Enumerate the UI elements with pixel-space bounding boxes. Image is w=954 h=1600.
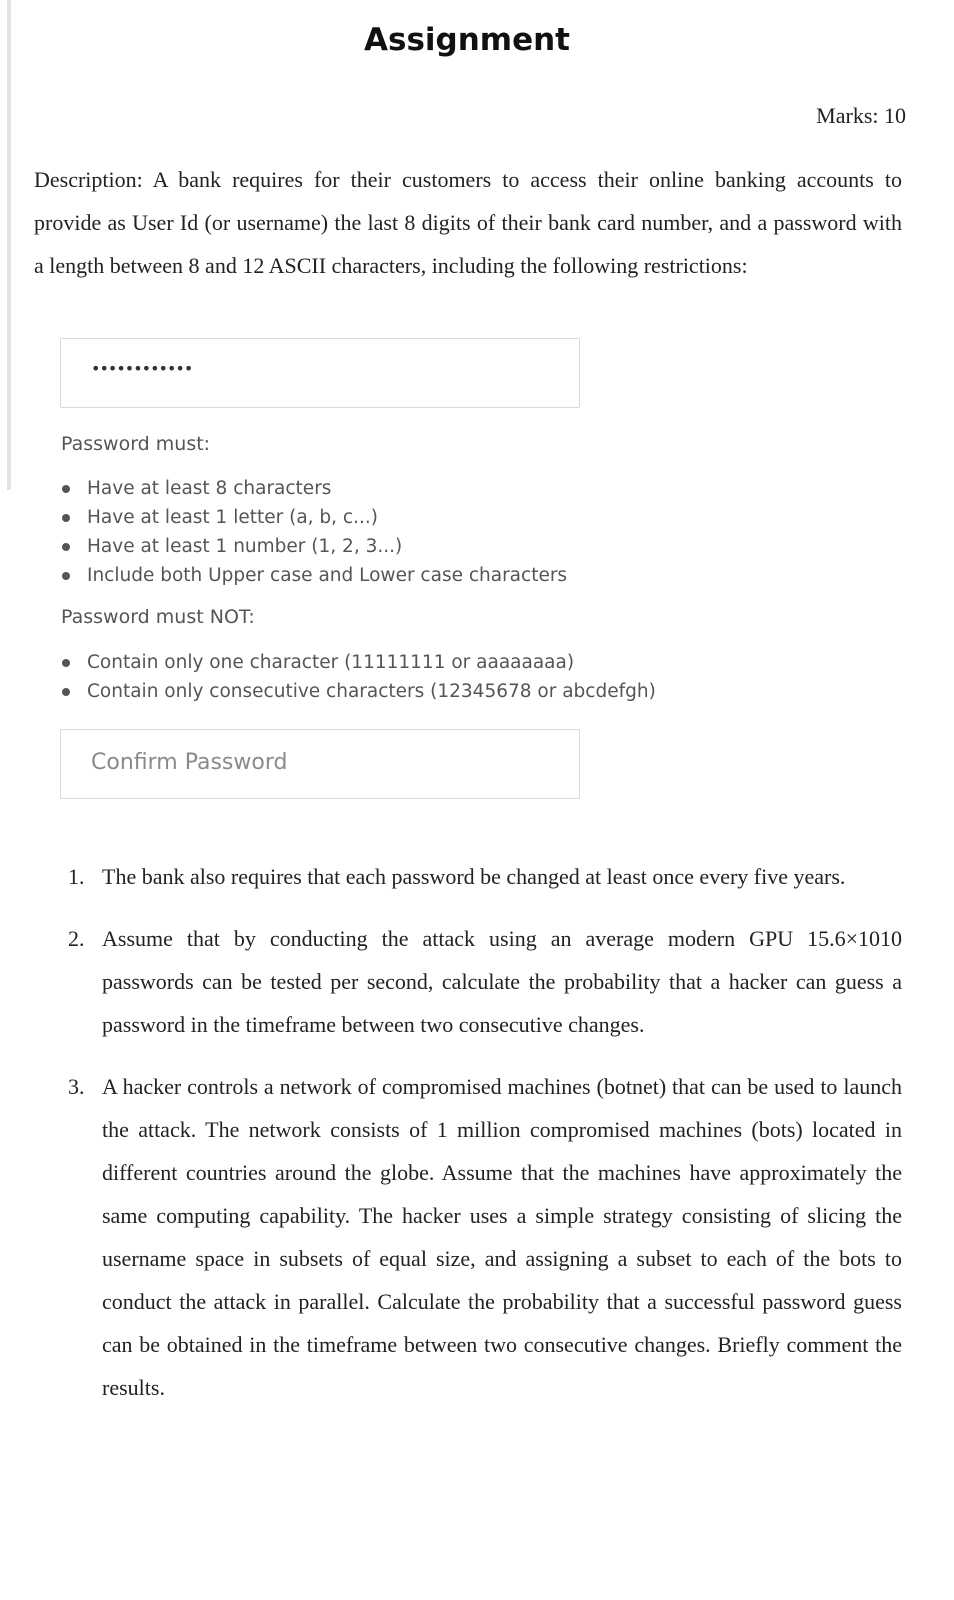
question-number: 2.: [68, 926, 85, 951]
list-item: [60, 679, 656, 708]
confirm-password-input[interactable]: [60, 729, 580, 799]
question-list: [68, 855, 902, 1409]
question-text: The bank also requires that each password be changed at least once every five years.: [102, 864, 846, 889]
password-must-not-heading: Password must NOT:: [61, 606, 255, 628]
bullet-icon: [62, 543, 70, 551]
marks-label: Marks: 10: [816, 103, 906, 128]
question-item: [68, 1065, 902, 1409]
bullet-icon: [62, 572, 70, 580]
bullet-icon: [62, 514, 70, 522]
password-input[interactable]: [60, 338, 580, 408]
rule-text: Have at least 8 characters: [87, 478, 332, 499]
password-must-list: [60, 476, 567, 592]
list-item: [60, 476, 567, 505]
question-text: Assume that by conducting the attack using an average modern GPU 15.6×1010 passwords can be tested per second, calculate the probability that a hacker can guess a password in the timeframe between two consecutive changes.: [102, 926, 902, 1037]
question-item: [68, 917, 902, 1046]
rule-text: Have at least 1 number (1, 2, 3...): [87, 536, 403, 557]
question-number: 1.: [68, 864, 85, 889]
question-text: A hacker controls a network of compromised machines (botnet) that can be used to launch the attack. The network consists of 1 million compromised machines (bots) located in different countries around the globe. Assume that the machines have approximately the same computing capability. The hacker uses a simple strategy consisting of slicing the username space in subsets of equal size, and assigning a subset to each of the bots to conduct the attack in parallel. Calculate the probability that a successful password guess can be obtained in the timeframe between two consecutive changes. Briefly comment the results.: [102, 1074, 902, 1400]
bullet-icon: [62, 485, 70, 493]
description-paragraph: Description: A bank requires for their customers to access their online banking accounts to provide as User Id (or username) the last 8 digits of their bank card number, and a password with a length between 8 and 12 ASCII characters, including the following restrictions:: [34, 167, 902, 278]
list-item: [60, 505, 567, 534]
question-number: 3.: [68, 1074, 85, 1099]
password-must-heading: Password must:: [61, 433, 211, 455]
confirm-password-placeholder: Confirm Password: [91, 750, 288, 775]
password-must-not-list: [60, 650, 656, 708]
list-item: [60, 534, 567, 563]
list-item: [60, 563, 567, 592]
left-margin-bar: [7, 0, 11, 490]
question-item: [68, 855, 902, 898]
bullet-icon: [62, 659, 70, 667]
password-value: ••••••••••••: [91, 359, 193, 378]
page-title: Assignment: [364, 22, 570, 58]
rule-text: Have at least 1 letter (a, b, c...): [87, 507, 378, 528]
bullet-icon: [62, 688, 70, 696]
rule-text: Include both Upper case and Lower case characters: [87, 565, 568, 586]
rule-text: Contain only consecutive characters (12345678 or abcdefgh): [87, 681, 656, 702]
rule-text: Contain only one character (11111111 or aaaaaaaa): [87, 652, 575, 673]
list-item: [60, 650, 656, 679]
